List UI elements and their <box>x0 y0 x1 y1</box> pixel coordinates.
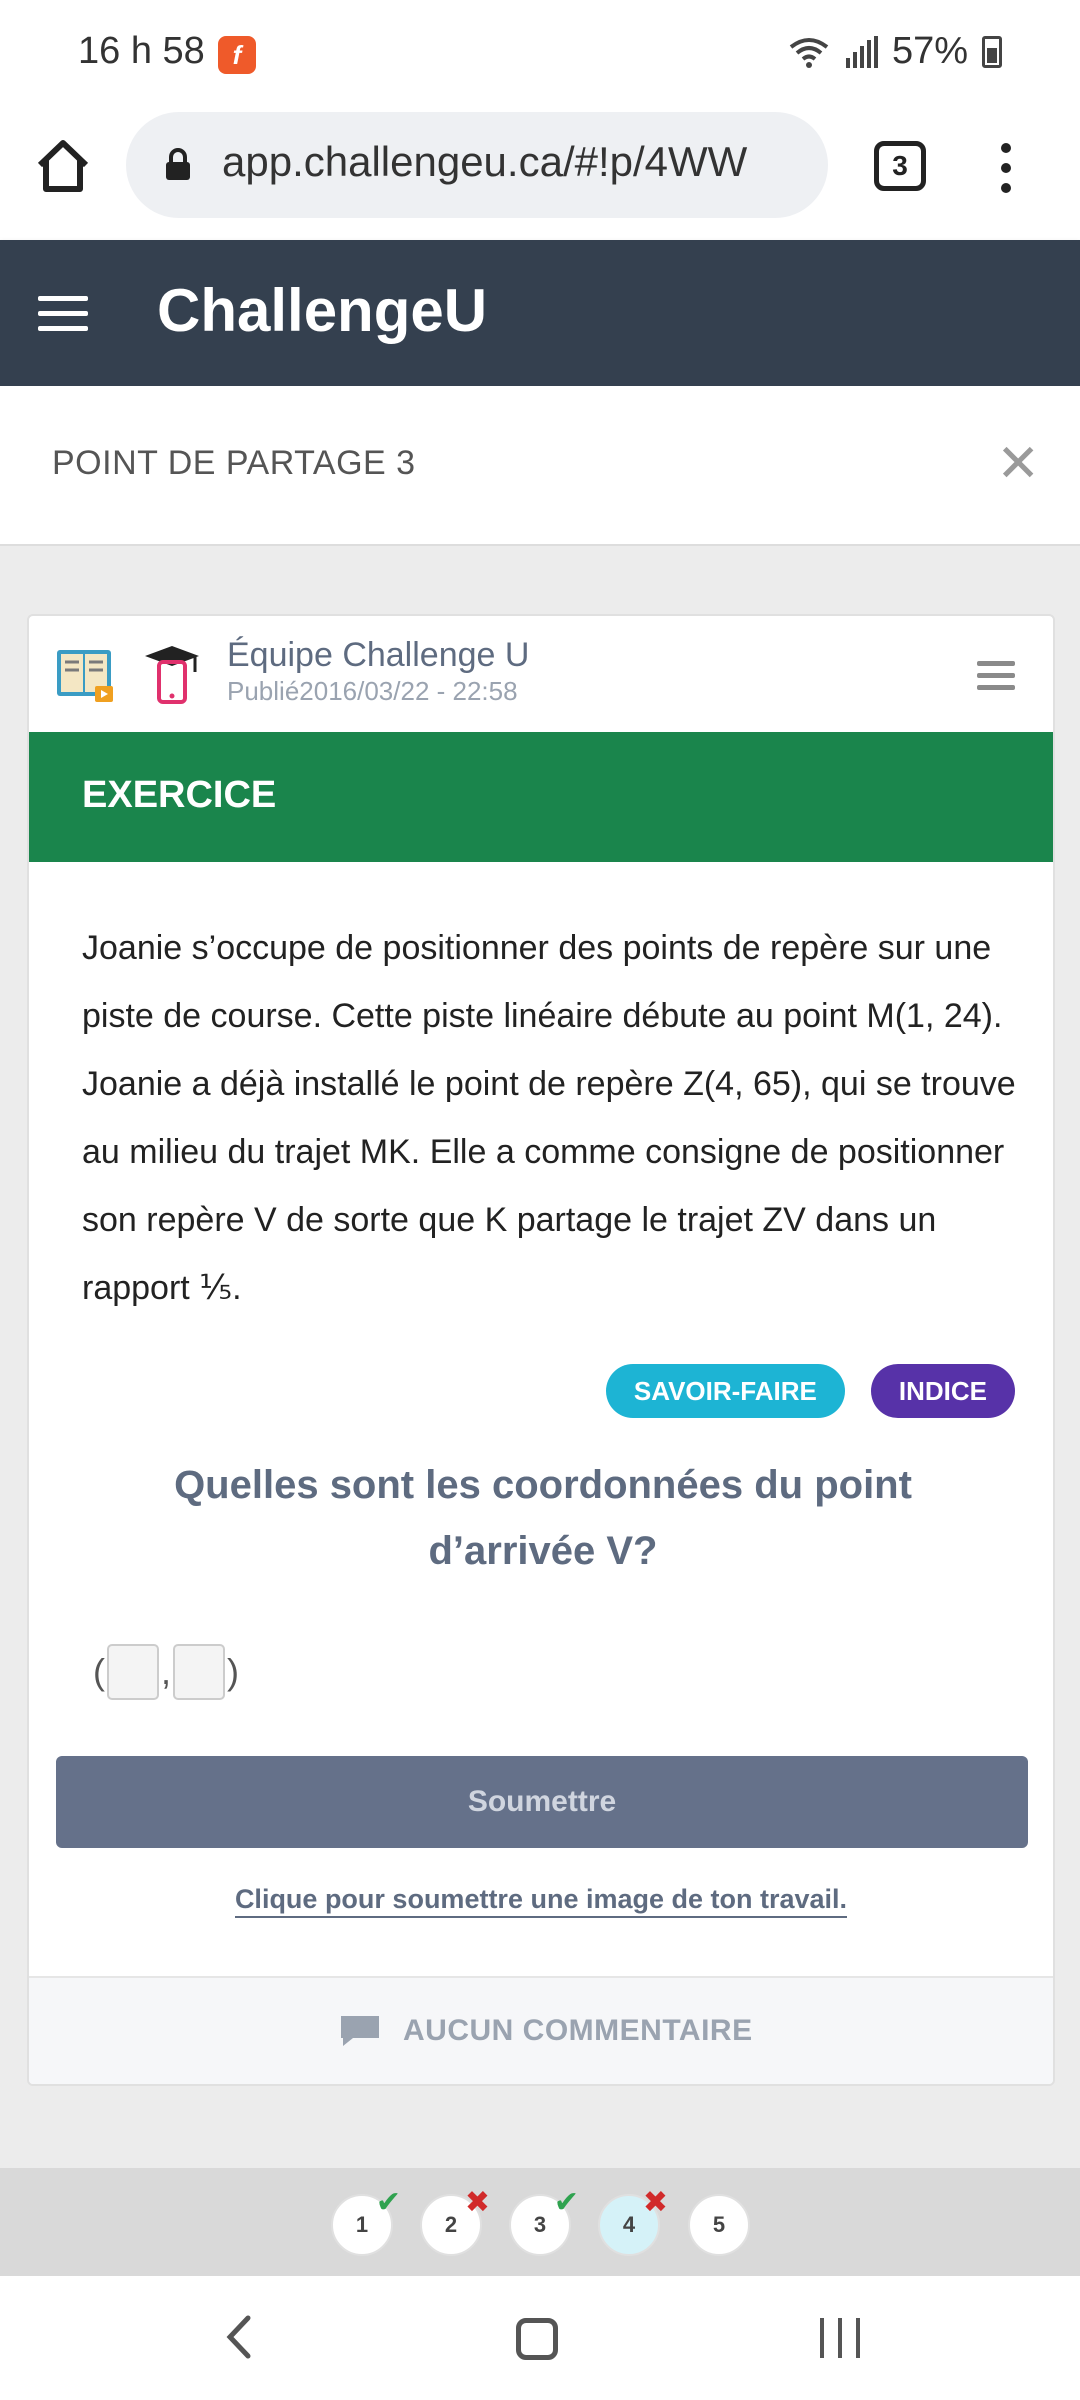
battery-percent: 57% <box>891 30 968 72</box>
signal-icon <box>844 36 878 68</box>
url-text: app.challengeu.ca/#!p/4WW <box>222 138 748 185</box>
savoir-faire-button[interactable]: SAVOIR-FAIRE <box>606 1364 845 1418</box>
published-date: Publié2016/03/22 - 22:58 <box>227 676 518 706</box>
close-paren: ) <box>227 1651 240 1692</box>
close-icon[interactable]: ✕ <box>996 435 1040 493</box>
comments-label: AUCUN COMMENTAIRE <box>403 2014 753 2047</box>
back-icon[interactable] <box>218 2312 258 2362</box>
wifi-icon <box>788 35 830 69</box>
wrong-cross-icon: ✖ <box>464 2186 490 2219</box>
comma: , <box>161 1651 172 1692</box>
tab-count-button[interactable]: 3 <box>874 141 926 191</box>
card-header <box>29 616 1053 732</box>
submit-button[interactable]: Soumettre <box>56 1756 1028 1848</box>
x-coordinate-input[interactable] <box>107 1644 159 1700</box>
open-paren: ( <box>93 1651 105 1692</box>
problem-statement: Joanie s’occupe de positionner des points de repère sur une piste de course. Cette piste linéaire débute au point M(1, 24). Joanie a déjà installé le point de repère Z(4, 65), qui se trouve au milieu du trajet MK. Elle a comme consigne de positionner son repère V de sorte que K partage le trajet ZV dans un rapport ⅕. <box>82 929 1016 1307</box>
card-menu-icon[interactable] <box>977 661 1015 697</box>
pager-item[interactable] <box>420 2186 490 2256</box>
exercise-set-title: POINT DE PARTAGE 3 <box>52 444 416 482</box>
app-header <box>0 240 1080 386</box>
exercise-banner <box>29 732 1053 862</box>
question-pager <box>0 2168 1080 2276</box>
correct-check-icon: ✔ <box>375 2186 401 2219</box>
status-icons <box>788 30 1002 73</box>
comment-icon <box>339 2014 381 2048</box>
pager-number: 2 <box>444 2212 458 2237</box>
clock: 16 h 58 <box>78 30 205 72</box>
pager-item[interactable] <box>688 2194 750 2256</box>
pager-item[interactable] <box>331 2186 401 2256</box>
hamburger-menu-icon[interactable] <box>38 296 88 332</box>
comments-section[interactable] <box>29 1976 1053 2086</box>
exercise-set-header <box>0 386 1080 546</box>
exercise-card <box>27 614 1055 2086</box>
pager-item-current[interactable] <box>598 2186 668 2256</box>
browser-toolbar <box>0 105 1080 240</box>
coordinate-answer <box>93 1642 239 1702</box>
question-text: Quelles sont les coordonnées du point d’arrivée V? <box>174 1463 912 1573</box>
system-navigation-bar <box>0 2276 1080 2400</box>
exercise-label: EXERCICE <box>82 774 277 816</box>
pager-number: 1 <box>355 2212 369 2237</box>
hint-button[interactable]: INDICE <box>871 1364 1015 1418</box>
flash-app-icon: f <box>218 36 256 74</box>
upload-work-link[interactable]: Clique pour soumettre une image de ton travail. <box>235 1884 847 1918</box>
pager-item[interactable] <box>509 2186 579 2256</box>
pager-number: 5 <box>712 2212 726 2237</box>
home-icon[interactable] <box>32 135 94 197</box>
lock-icon <box>164 148 192 180</box>
y-coordinate-input[interactable] <box>173 1644 225 1700</box>
pager-number: 4 <box>622 2212 636 2237</box>
upload-work-link-row <box>29 1884 1053 1915</box>
graduation-phone-icon <box>143 642 201 704</box>
author-name[interactable]: Équipe Challenge U <box>227 636 530 674</box>
book-icon <box>55 646 115 704</box>
home-nav-icon[interactable] <box>516 2318 558 2360</box>
wrong-cross-icon: ✖ <box>642 2186 668 2219</box>
status-bar <box>0 0 1080 105</box>
address-bar[interactable] <box>126 112 828 218</box>
recent-apps-icon[interactable] <box>820 2318 860 2358</box>
app-title: ChallengeU <box>157 277 488 344</box>
pager-number: 3 <box>533 2212 547 2237</box>
correct-check-icon: ✔ <box>553 2186 579 2219</box>
more-options-icon[interactable] <box>996 143 1016 195</box>
battery-icon <box>982 36 1002 68</box>
badge-row <box>606 1364 1015 1418</box>
